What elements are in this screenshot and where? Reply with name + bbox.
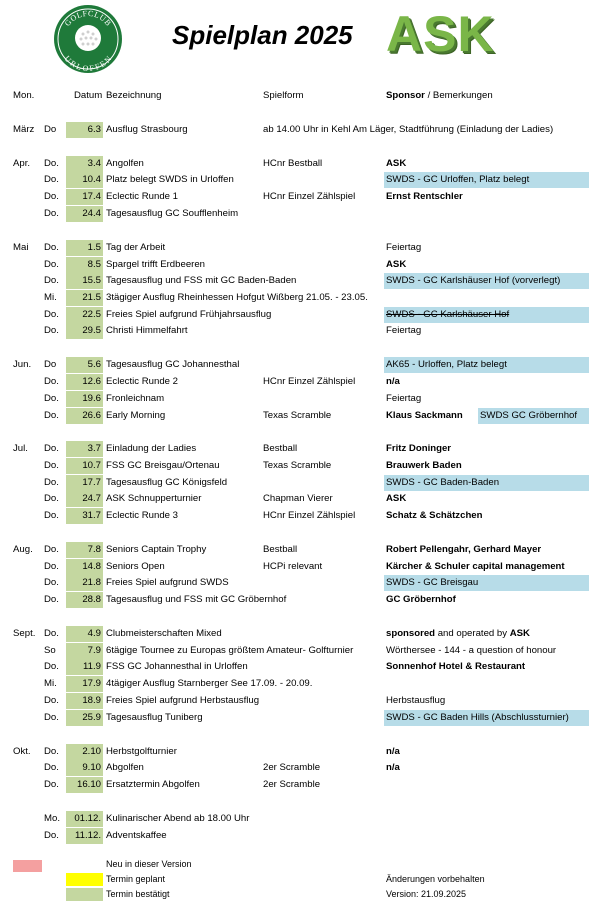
col-header-date: Datum (74, 90, 103, 101)
row-sponsor: SWDS - GC Breisgau (384, 575, 589, 591)
row-format: Texas Scramble (263, 460, 332, 471)
row-description: ASK Schnupperturnier (106, 493, 202, 504)
row-weekday: Do. (44, 443, 59, 454)
row-month: Jun. (13, 359, 32, 370)
golfclub-logo (53, 4, 123, 74)
row-sponsor: SWDS - GC Baden Hills (Abschlussturnier) (384, 710, 589, 726)
row-sponsor: Robert Pellengahr, Gerhard Mayer (386, 544, 542, 555)
row-date: 4.9 (66, 626, 103, 642)
row-sponsor: n/a (386, 746, 400, 757)
row-weekday: So (44, 645, 56, 656)
row-description: Angolfen (106, 158, 144, 169)
row-date: 11.12. (66, 828, 103, 844)
row-date: 14.8 (66, 559, 103, 575)
row-sponsor: Feiertag (386, 393, 422, 404)
row-date: 18.9 (66, 693, 103, 709)
row-sponsor: SWDS - GC Karlshäuser Hof (384, 307, 589, 323)
legend-swatch-confirmed (66, 888, 103, 901)
row-weekday: Do. (44, 561, 59, 572)
row-sponsor: sponsored and operated by ASK (386, 628, 530, 639)
row-description: Platz belegt SWDS in Urloffen (106, 174, 234, 185)
row-weekday: Do. (44, 712, 59, 723)
row-description: Tagesausflug GC Johannesthal (106, 359, 240, 370)
row-format: Bestball (263, 544, 298, 555)
row-date: 1.5 (66, 240, 103, 256)
row-weekday: Do. (44, 259, 59, 270)
col-header-description: Bezeichnung (106, 90, 162, 101)
row-sponsor: SWDS - GC Baden-Baden (384, 475, 589, 491)
row-sponsor: ASK (386, 259, 407, 270)
row-sponsor-extra: SWDS GC Gröbernhof (478, 408, 589, 424)
row-date: 11.9 (66, 659, 103, 675)
row-weekday: Do. (44, 830, 59, 841)
row-weekday: Do. (44, 493, 59, 504)
row-weekday: Mi. (44, 292, 57, 303)
row-sponsor: ASK (386, 493, 407, 504)
row-description: 4tägiger Ausflug Starnberger See 17.09. - 20.09. (106, 678, 313, 689)
row-date: 25.9 (66, 710, 103, 726)
row-format: 2er Scramble (263, 762, 321, 773)
row-sponsor: Wörthersee - 144 - a question of honour (386, 645, 557, 656)
version-label: Version: 21.09.2025 (386, 889, 467, 899)
row-description: Seniors Open (106, 561, 165, 572)
row-format: HCPi relevant (263, 561, 323, 572)
row-date: 24.7 (66, 491, 103, 507)
row-date: 3.4 (66, 156, 103, 172)
row-date: 17.9 (66, 676, 103, 692)
row-sponsor: Klaus Sackmann (386, 410, 463, 421)
row-description: Early Morning (106, 410, 166, 421)
row-description: Tagesausflug GC Soufflenheim (106, 208, 239, 219)
row-weekday: Do. (44, 460, 59, 471)
row-format: HCnr Einzel Zählspiel (263, 376, 356, 387)
row-weekday: Mi. (44, 678, 57, 689)
row-description: Kulinarischer Abend ab 18.00 Uhr (106, 813, 250, 824)
row-weekday: Do. (44, 410, 59, 421)
row-format: Texas Scramble (263, 410, 332, 421)
row-date: 7.9 (66, 643, 103, 659)
row-description: FSS GC Johannesthal in Urloffen (106, 661, 248, 672)
row-description: Eclectic Runde 1 (106, 191, 178, 202)
legend-planned-label: Termin geplant (106, 874, 166, 884)
row-sponsor: n/a (386, 376, 400, 387)
row-month: März (13, 124, 35, 135)
row-date: 26.6 (66, 408, 103, 424)
row-date: 31.7 (66, 508, 103, 524)
row-description: Ausflug Strasbourg (106, 124, 188, 135)
row-weekday: Do. (44, 275, 59, 286)
row-weekday: Do. (44, 309, 59, 320)
row-date: 5.6 (66, 357, 103, 373)
row-date: 19.6 (66, 391, 103, 407)
row-date: 24.4 (66, 206, 103, 222)
row-sponsor: Feiertag (386, 242, 422, 253)
row-date: 6.3 (66, 122, 103, 138)
row-weekday: Do. (44, 661, 59, 672)
row-format: Bestball (263, 443, 298, 454)
row-format: HCnr Einzel Zählspiel (263, 510, 356, 521)
row-sponsor: Ernst Rentschler (386, 191, 463, 202)
row-sponsor: n/a (386, 762, 400, 773)
legend-swatch-new (13, 860, 42, 872)
row-month: Apr. (13, 158, 31, 169)
row-sponsor: GC Gröbernhof (386, 594, 456, 605)
row-sponsor: SWDS - GC Urloffen, Platz belegt (384, 172, 589, 188)
row-description: 6tägige Tournee zu Europas größtem Amateur- Golfturnier (106, 645, 354, 656)
row-format: Chapman Vierer (263, 493, 333, 504)
row-sponsor: Herbstausflug (386, 695, 446, 706)
row-weekday: Do. (44, 762, 59, 773)
row-date: 22.5 (66, 307, 103, 323)
row-date: 8.5 (66, 257, 103, 273)
logo-bottom-text: URLOFFEN (62, 54, 114, 74)
row-description: Herbstgolfturnier (106, 746, 177, 757)
row-weekday: Do. (44, 477, 59, 488)
row-description: Einladung der Ladies (106, 443, 197, 454)
page-title: Spielplan 2025 (172, 20, 353, 50)
row-date: 10.4 (66, 172, 103, 188)
row-sponsor: Sonnenhof Hotel & Restaurant (386, 661, 526, 672)
row-description: Tagesausflug Tuniberg (106, 712, 203, 723)
row-month: Sept. (13, 628, 36, 639)
row-month: Jul. (13, 443, 28, 454)
row-date: 21.8 (66, 575, 103, 591)
row-weekday: Do. (44, 628, 59, 639)
row-date: 3.7 (66, 441, 103, 457)
col-header-sponsor: Sponsor / Bemerkungen (386, 90, 493, 101)
row-date: 9.10 (66, 760, 103, 776)
row-weekday: Do. (44, 325, 59, 336)
row-description: Tagesausflug und FSS mit GC Gröbernhof (106, 594, 287, 605)
row-description: Clubmeisterschaften Mixed (106, 628, 222, 639)
row-weekday: Do. (44, 695, 59, 706)
legend-swatch-planned (66, 873, 103, 886)
ask-brand-logo: ASK (386, 6, 495, 62)
row-weekday: Do (44, 359, 57, 370)
row-sponsor: SWDS - GC Karlshäuser Hof (vorverlegt) (384, 273, 589, 289)
row-format: HCnr Bestball (263, 158, 323, 169)
col-header-format: Spielform (263, 90, 304, 101)
row-date: 29.5 (66, 323, 103, 339)
row-date: 12.6 (66, 374, 103, 390)
row-description: Fronleichnam (106, 393, 165, 404)
row-weekday: Do. (44, 158, 59, 169)
row-weekday: Do. (44, 510, 59, 521)
row-description: Tag der Arbeit (106, 242, 166, 253)
row-date: 7.8 (66, 542, 103, 558)
row-weekday: Do. (44, 577, 59, 588)
legend-new-label: Neu in dieser Version (106, 859, 192, 869)
row-weekday: Do. (44, 779, 59, 790)
row-date: 10.7 (66, 458, 103, 474)
row-weekday: Do. (44, 208, 59, 219)
row-description: FSS GC Breisgau/Ortenau (106, 460, 220, 471)
row-month: Aug. (13, 544, 33, 555)
row-description: Freies Spiel aufgrund SWDS (106, 577, 229, 588)
row-date: 01.12. (66, 811, 103, 827)
row-date: 15.5 (66, 273, 103, 289)
row-sponsor: Fritz Doninger (386, 443, 452, 454)
legend-confirmed-label: Termin bestätigt (106, 889, 170, 899)
row-weekday: Do. (44, 746, 59, 757)
row-sponsor: ASK (386, 158, 407, 169)
row-weekday: Do (44, 124, 57, 135)
col-header-month: Mon. (13, 90, 35, 101)
row-description: Freies Spiel aufgrund Herbstausflug (106, 695, 260, 706)
row-month: Mai (13, 242, 29, 253)
row-month: Okt. (13, 746, 31, 757)
row-weekday: Do. (44, 191, 59, 202)
row-weekday: Do. (44, 544, 59, 555)
row-description: Freies Spiel aufgrund Frühjahrsausflug (106, 309, 272, 320)
row-description: Spargel trifft Erdbeeren (106, 259, 206, 270)
row-sponsor: Feiertag (386, 325, 422, 336)
row-description: Tagesausflug und FSS mit GC Baden-Baden (106, 275, 297, 286)
row-description: 3tägiger Ausflug Rheinhessen Hofgut Wißberg 21.05. - 23.05. (106, 292, 368, 303)
row-weekday: Do. (44, 393, 59, 404)
row-format: ab 14.00 Uhr in Kehl Am Läger, Stadtführung (Einladung der Ladies) (263, 124, 554, 135)
row-sponsor: Brauwerk Baden (386, 460, 462, 471)
row-date: 28.8 (66, 592, 103, 608)
row-date: 21.5 (66, 290, 103, 306)
row-weekday: Mo. (44, 813, 60, 824)
row-sponsor: Kärcher & Schuler capital management (386, 561, 565, 572)
row-weekday: Do. (44, 376, 59, 387)
row-date: 2.10 (66, 744, 103, 760)
row-format: HCnr Einzel Zählspiel (263, 191, 356, 202)
row-description: Adventskaffee (106, 830, 167, 841)
row-date: 17.4 (66, 189, 103, 205)
row-description: Christi Himmelfahrt (106, 325, 188, 336)
logo-top-text: GOLFCLUB (62, 8, 114, 28)
row-date: 17.7 (66, 475, 103, 491)
row-weekday: Do. (44, 174, 59, 185)
row-description: Eclectic Runde 2 (106, 376, 178, 387)
row-weekday: Do. (44, 242, 59, 253)
row-date: 16.10 (66, 777, 103, 793)
legend-changes-note: Änderungen vorbehalten (386, 874, 485, 884)
row-description: Tagesausflug GC Königsfeld (106, 477, 228, 488)
row-description: Abgolfen (106, 762, 144, 773)
row-sponsor: AK65 - Urloffen, Platz belegt (384, 357, 589, 373)
row-sponsor: Schatz & Schätzchen (386, 510, 483, 521)
row-format: 2er Scramble (263, 779, 321, 790)
row-description: Seniors Captain Trophy (106, 544, 207, 555)
row-weekday: Do. (44, 594, 59, 605)
row-description: Ersatztermin Abgolfen (106, 779, 200, 790)
row-description: Eclectic Runde 3 (106, 510, 178, 521)
